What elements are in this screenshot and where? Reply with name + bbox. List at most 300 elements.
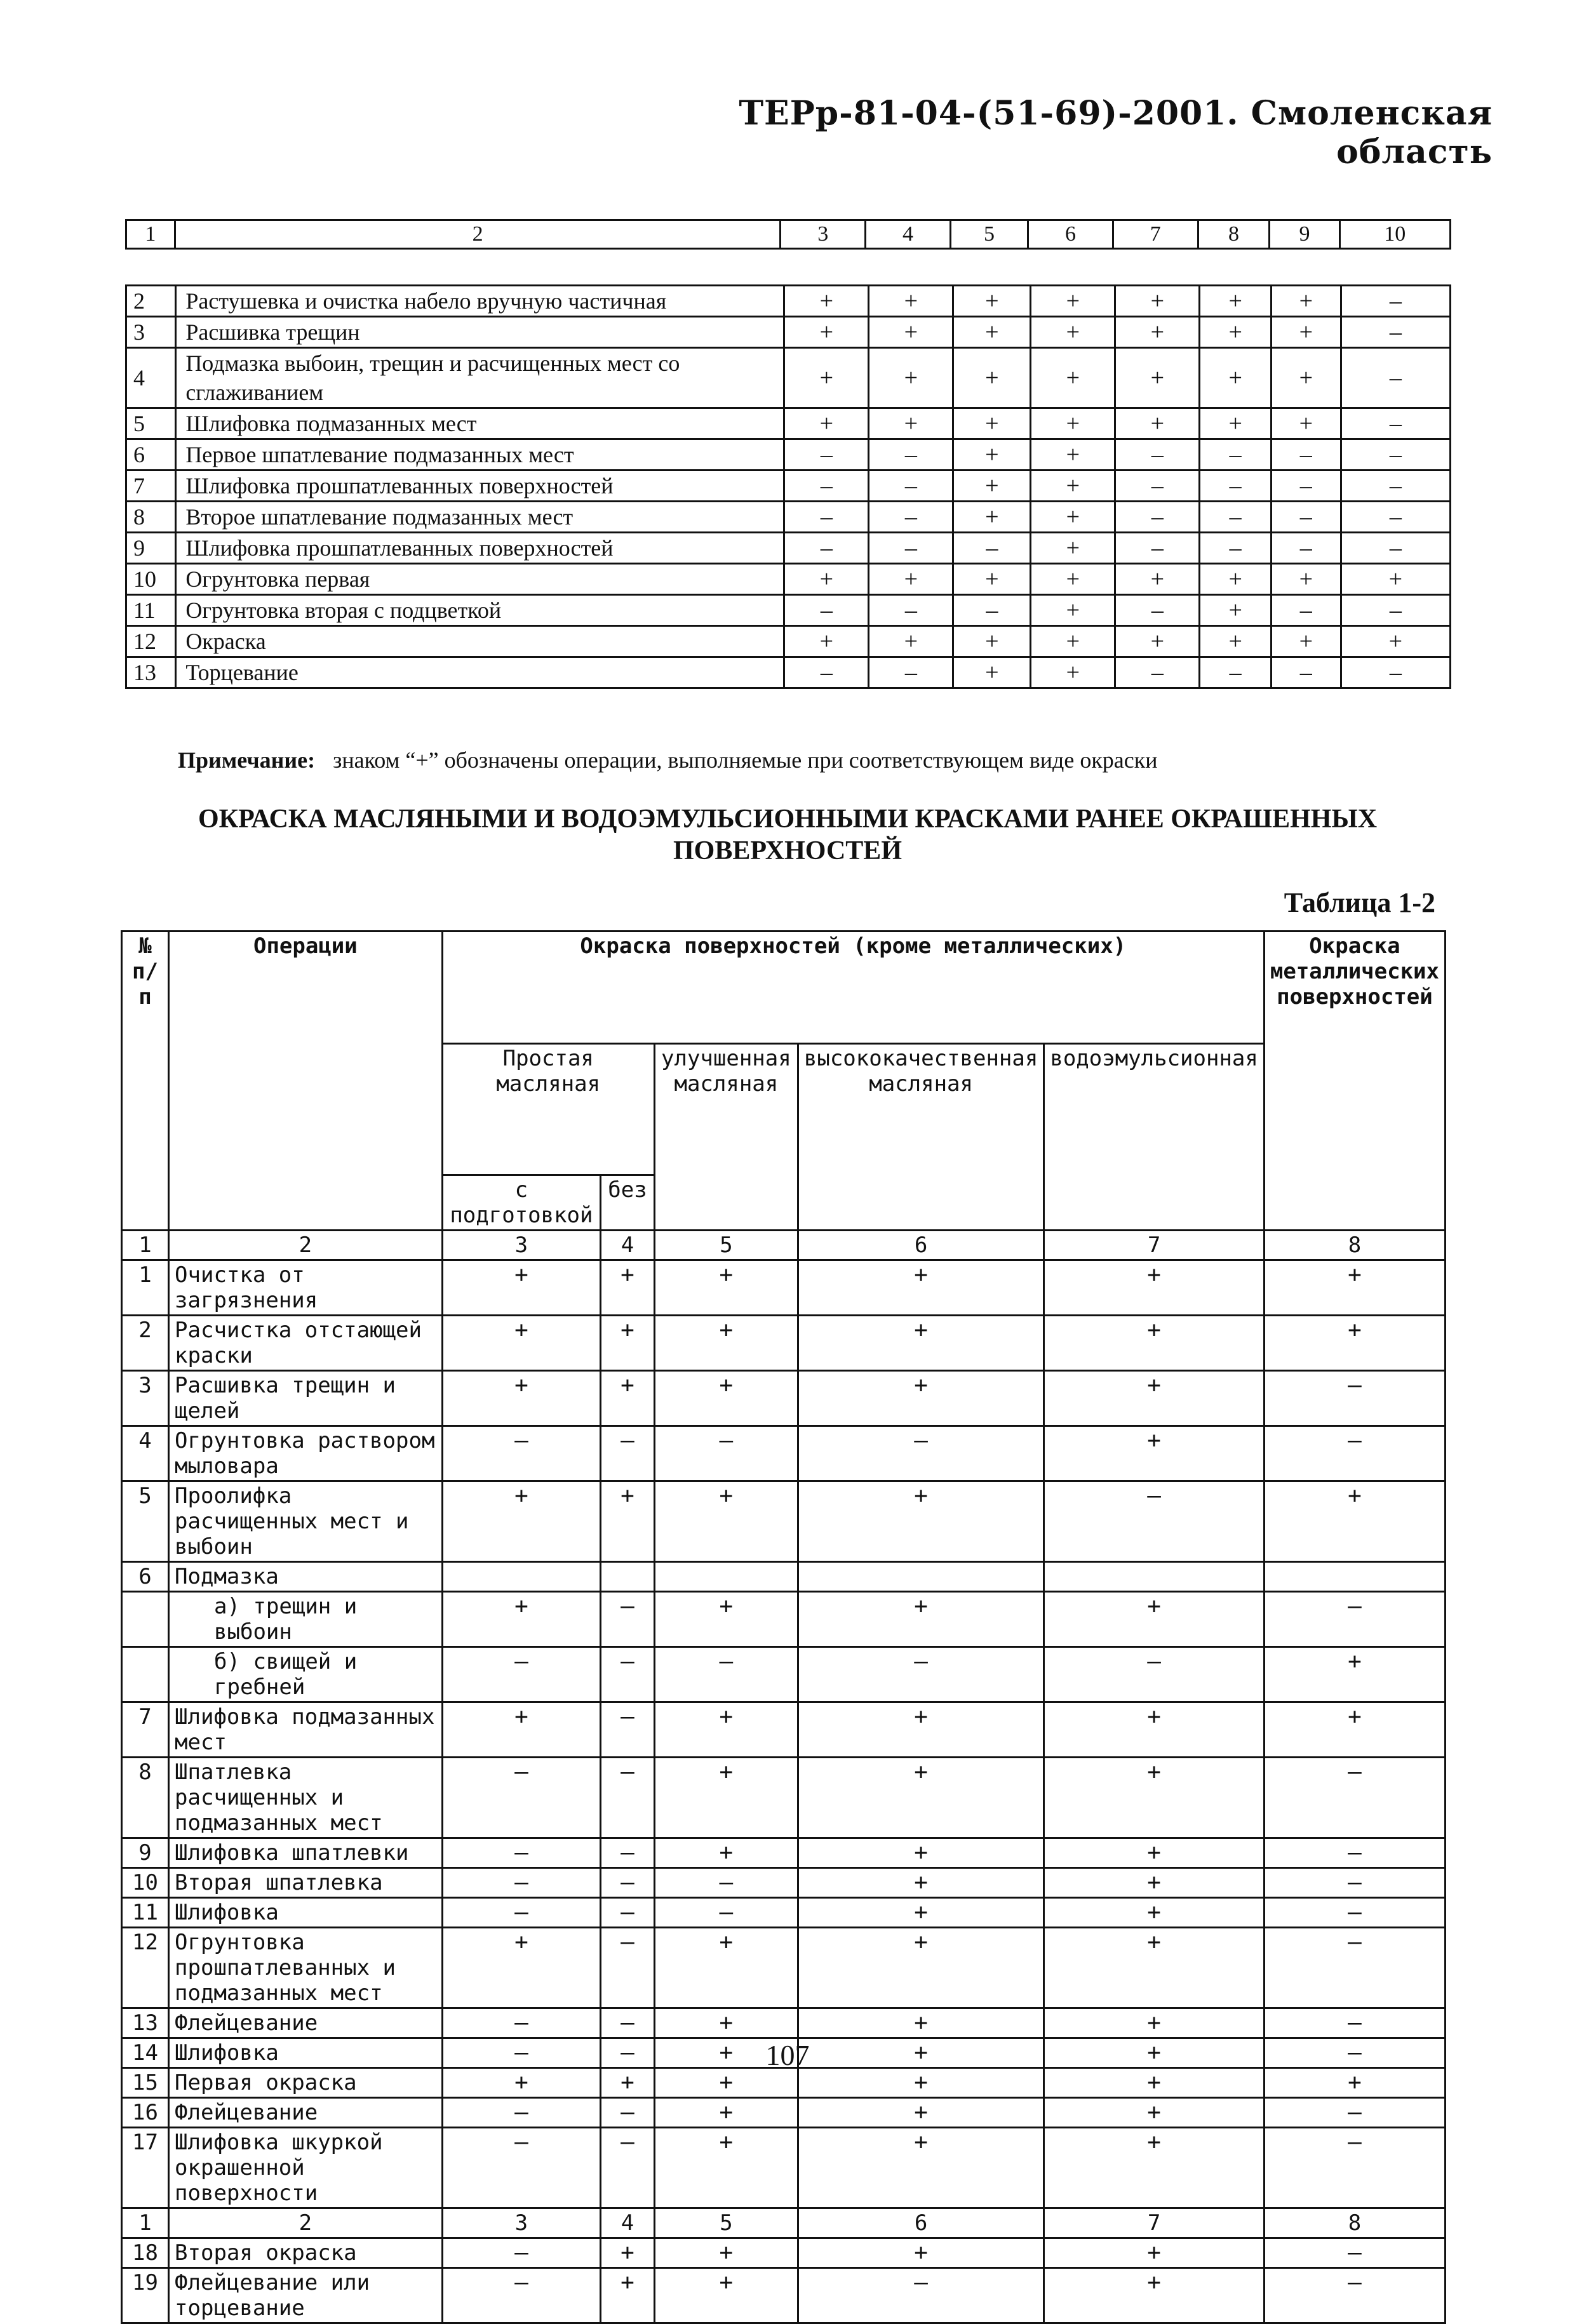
operation-mark: + [1271, 317, 1341, 348]
operation-mark: – [601, 1592, 655, 1647]
table-row [126, 317, 1451, 348]
operation-mark: – [1271, 502, 1341, 533]
operation-mark: – [869, 502, 953, 533]
operation-mark: + [1200, 595, 1272, 626]
operation-mark: + [1031, 533, 1115, 564]
operation-mark: + [654, 1702, 798, 1758]
operation-mark: – [601, 1758, 655, 1838]
column-number: 6 [798, 2208, 1044, 2238]
operation-mark: + [1031, 439, 1115, 471]
operation-mark: + [654, 1481, 798, 1562]
operation-mark: + [601, 1371, 655, 1426]
row-number: 1 [122, 1260, 169, 1316]
operation-mark: + [1200, 564, 1272, 595]
operation-mark: + [869, 564, 953, 595]
operation-mark: – [442, 1758, 600, 1838]
operation-mark: + [1200, 348, 1272, 408]
table-row [122, 2098, 1446, 2128]
table-row [126, 564, 1451, 595]
column-number: 8 [1198, 220, 1270, 249]
col-header-without: без [601, 1175, 655, 1231]
operation-mark: – [1341, 317, 1450, 348]
operation-mark: + [654, 1758, 798, 1838]
operation-mark: + [654, 1316, 798, 1371]
table-row [122, 2268, 1446, 2323]
operation-mark: + [654, 2128, 798, 2208]
operation-name: Растушевка и очистка набело вручную частичная [176, 286, 784, 317]
column-number: 8 [1264, 2208, 1445, 2238]
table-row [122, 1647, 1446, 1702]
column-number: 2 [175, 220, 781, 249]
operation-name: Шлифовка [169, 1898, 443, 1928]
table-row [122, 1371, 1446, 1426]
operation-name: Первая окраска [169, 2068, 443, 2098]
operation-mark: + [869, 348, 953, 408]
operation-mark: + [1031, 657, 1115, 688]
operation-mark: + [798, 1928, 1044, 2008]
section-title [146, 803, 1429, 867]
operation-mark: – [784, 595, 869, 626]
row-number [122, 1647, 169, 1702]
operation-mark: + [1200, 286, 1272, 317]
table-row [122, 1316, 1446, 1371]
column-number: 8 [1264, 1231, 1445, 1260]
row-number: 7 [126, 471, 176, 502]
operation-mark: + [953, 626, 1031, 657]
operation-mark: + [1031, 408, 1115, 439]
column-number: 3 [442, 1231, 600, 1260]
row-number: 10 [122, 1868, 169, 1898]
operation-mark: + [953, 408, 1031, 439]
operation-mark: + [654, 1592, 798, 1647]
row-number: 18 [122, 2238, 169, 2268]
operation-mark: + [654, 2038, 798, 2068]
operation-mark: + [1044, 2038, 1265, 2068]
operation-name: Огрунтовка раствором мыловара [169, 1426, 443, 1481]
operation-mark: – [1264, 1868, 1445, 1898]
row-number: 9 [122, 1838, 169, 1868]
operation-mark: + [1031, 502, 1115, 533]
operation-mark: + [654, 1371, 798, 1426]
operation-mark: + [798, 2238, 1044, 2268]
operation-mark: + [798, 2128, 1044, 2208]
page-number: 107 [765, 2039, 810, 2071]
operation-name: Торцевание [176, 657, 784, 688]
table-row [126, 471, 1451, 502]
operation-mark: + [654, 1838, 798, 1868]
operation-mark: + [798, 1838, 1044, 1868]
operation-mark: + [869, 626, 953, 657]
operation-mark: – [1264, 2238, 1445, 2268]
operation-mark: – [442, 1426, 600, 1481]
operation-mark: – [601, 1426, 655, 1481]
row-number: 9 [126, 533, 176, 564]
operation-mark: + [1044, 2268, 1265, 2323]
operation-mark: + [1044, 1868, 1265, 1898]
operation-mark: – [1341, 286, 1450, 317]
table-row [126, 626, 1451, 657]
operation-name: Флейцевание или торцевание [169, 2268, 443, 2323]
operation-mark: + [953, 657, 1031, 688]
operation-mark: + [1271, 626, 1341, 657]
operation-mark: – [601, 1868, 655, 1898]
operation-mark: + [601, 2238, 655, 2268]
section-title-line1: ОКРАСКА МАСЛЯНЫМИ И ВОДОЭМУЛЬСИОННЫМИ КРАСКАМИ РАНЕЕ ОКРАШЕННЫХ [198, 805, 1378, 834]
operation-mark: + [1200, 408, 1272, 439]
operation-mark: – [442, 2098, 600, 2128]
operation-mark: – [601, 1838, 655, 1868]
operation-mark: – [1341, 595, 1450, 626]
operation-mark: + [798, 1898, 1044, 1928]
row-number: 3 [122, 1371, 169, 1426]
operation-mark: + [654, 2238, 798, 2268]
operation-mark: – [1264, 1371, 1445, 1426]
row-number: 2 [122, 1316, 169, 1371]
operation-mark: + [1044, 2128, 1265, 2208]
table-row [122, 1702, 1446, 1758]
column-number: 4 [601, 2208, 655, 2238]
operation-mark: + [798, 1371, 1044, 1426]
operation-mark: + [442, 1702, 600, 1758]
row-number: 13 [122, 2008, 169, 2038]
operation-name: Расшивка трещин [176, 317, 784, 348]
col-header-with-prep: с подготовкой [442, 1175, 600, 1231]
operation-name: Вторая шпатлевка [169, 1868, 443, 1898]
operation-name: Шлифовка подмазанных мест [176, 408, 784, 439]
operation-name: Шлифовка шкуркой окрашенной поверхности [169, 2128, 443, 2208]
operation-name: Шлифовка прошпатлеванных поверхностей [176, 533, 784, 564]
operation-mark: + [442, 1260, 600, 1316]
operation-name: Подмазка [169, 1562, 443, 1592]
row-number: 12 [122, 1928, 169, 2008]
operation-mark: + [784, 626, 869, 657]
operation-mark: – [1341, 439, 1450, 471]
operation-mark: + [442, 1592, 600, 1647]
row-number: 7 [122, 1702, 169, 1758]
row-number: 3 [126, 317, 176, 348]
operation-mark: + [953, 317, 1031, 348]
operation-mark: – [1044, 1481, 1265, 1562]
operation-mark: – [1264, 1758, 1445, 1838]
operation-mark: + [654, 2268, 798, 2323]
operation-mark: + [601, 2268, 655, 2323]
operation-mark: – [1271, 657, 1341, 688]
col-header-nonmetal: Окраска поверхностей (кроме металлических) [442, 932, 1264, 1044]
operation-mark: + [1044, 2098, 1265, 2128]
operation-mark: – [1264, 1592, 1445, 1647]
operation-mark: + [1264, 1260, 1445, 1316]
row-number: 8 [126, 502, 176, 533]
operation-mark: + [1044, 2008, 1265, 2038]
operation-mark: + [442, 1928, 600, 2008]
table-row [122, 1562, 1446, 1592]
operation-name: Шлифовка шпатлевки [169, 1838, 443, 1868]
row-number: 5 [126, 408, 176, 439]
operation-name: Шлифовка подмазанных мест [169, 1702, 443, 1758]
operation-mark: – [869, 471, 953, 502]
operation-mark: – [1115, 439, 1200, 471]
operation-mark: + [953, 502, 1031, 533]
operation-mark: + [601, 1316, 655, 1371]
note-text: знаком “+” обозначены операции, выполняемые при соответствующем виде окраски [333, 747, 1158, 773]
operation-mark: – [654, 1426, 798, 1481]
operation-mark: + [1271, 286, 1341, 317]
operation-mark: – [601, 1898, 655, 1928]
operation-mark: – [1264, 1928, 1445, 2008]
table1-note [178, 747, 1512, 773]
column-number: 5 [654, 1231, 798, 1260]
document-header: ТЕРр-81-04-(51-69)-2001. Смоленская область [739, 94, 1493, 171]
operation-mark: – [869, 657, 953, 688]
operation-mark: – [798, 2268, 1044, 2323]
row-number [122, 1592, 169, 1647]
operation-mark: – [1044, 1647, 1265, 1702]
operation-name: Окраска [176, 626, 784, 657]
operation-mark: – [601, 1702, 655, 1758]
operation-mark: – [1271, 471, 1341, 502]
operation-mark: – [601, 1647, 655, 1702]
operation-mark: + [784, 564, 869, 595]
operation-mark: – [1200, 471, 1272, 502]
row-number: 12 [126, 626, 176, 657]
operation-mark: – [1264, 2008, 1445, 2038]
column-number: 5 [654, 2208, 798, 2238]
operation-mark: – [601, 2098, 655, 2128]
operation-mark: + [1115, 626, 1200, 657]
operation-mark: – [1115, 471, 1200, 502]
operation-mark: – [442, 1898, 600, 1928]
operation-mark: + [654, 2068, 798, 2098]
table-row [122, 1868, 1446, 1898]
operation-mark: – [442, 2008, 600, 2038]
operation-mark: + [1044, 2068, 1265, 2098]
section-title-line2: ПОВЕРХНОСТЕЙ [673, 836, 902, 865]
operation-mark: – [798, 1647, 1044, 1702]
table1-column-numbers [125, 219, 1451, 250]
column-number: 3 [442, 2208, 600, 2238]
operation-mark: – [869, 595, 953, 626]
operation-mark: + [654, 1260, 798, 1316]
table-row [122, 2238, 1446, 2268]
operation-mark: – [784, 533, 869, 564]
operation-mark: + [784, 408, 869, 439]
row-number: 4 [122, 1426, 169, 1481]
column-number: 4 [866, 220, 951, 249]
operation-mark: + [1031, 595, 1115, 626]
operation-mark: – [442, 1838, 600, 1868]
table-row [122, 2068, 1446, 2098]
column-number-row [122, 1231, 1446, 1260]
operation-mark: + [869, 286, 953, 317]
operation-name: Огрунтовка первая [176, 564, 784, 595]
operation-mark: – [1341, 502, 1450, 533]
operation-mark [1264, 1562, 1445, 1592]
operation-mark: – [798, 1426, 1044, 1481]
operation-mark: + [1031, 348, 1115, 408]
table-row [122, 2008, 1446, 2038]
operation-mark: – [442, 2128, 600, 2208]
row-number: 10 [126, 564, 176, 595]
table-row [122, 1592, 1446, 1647]
column-number: 1 [122, 2208, 169, 2238]
operation-mark: – [442, 1868, 600, 1898]
operation-mark: + [953, 286, 1031, 317]
operation-mark: – [1200, 533, 1272, 564]
operation-name: а) трещин и выбоин [169, 1592, 443, 1647]
operation-mark [601, 1562, 655, 1592]
table1-operations [125, 284, 1451, 689]
operation-mark: – [601, 2008, 655, 2038]
operation-name: Огрунтовка прошпатлеванных и подмазанных мест [169, 1928, 443, 2008]
row-number: 19 [122, 2268, 169, 2323]
operation-mark: + [798, 2098, 1044, 2128]
operation-mark: – [654, 1868, 798, 1898]
operation-mark: – [442, 2038, 600, 2068]
column-number: 10 [1339, 220, 1451, 249]
operation-mark: – [1341, 348, 1450, 408]
operation-mark: + [798, 2068, 1044, 2098]
operation-mark: + [601, 1260, 655, 1316]
operation-mark: – [1264, 2098, 1445, 2128]
col-header-high-quality: высококачественная масляная [798, 1044, 1044, 1231]
column-number: 1 [122, 1231, 169, 1260]
operation-mark: + [1031, 471, 1115, 502]
operation-mark: + [654, 2008, 798, 2038]
operation-name: б) свищей и гребней [169, 1647, 443, 1702]
operation-mark: + [784, 348, 869, 408]
operation-mark: – [1264, 2038, 1445, 2068]
table-row [126, 439, 1451, 471]
operation-mark: – [953, 533, 1031, 564]
row-number: 6 [126, 439, 176, 471]
operation-mark: – [1200, 502, 1272, 533]
operation-mark: + [869, 317, 953, 348]
operation-mark: + [1264, 1702, 1445, 1758]
operation-mark: + [798, 1868, 1044, 1898]
operation-mark [442, 1562, 600, 1592]
operation-mark: – [1341, 533, 1450, 564]
table2-repainting-operations [121, 930, 1446, 2324]
operation-mark: + [1044, 1838, 1265, 1868]
operation-mark: – [1271, 533, 1341, 564]
operation-mark: – [1341, 471, 1450, 502]
column-number: 2 [169, 1231, 443, 1260]
operation-mark: – [1115, 595, 1200, 626]
operation-mark: + [1271, 564, 1341, 595]
operation-mark: – [784, 657, 869, 688]
operation-mark: + [953, 439, 1031, 471]
operation-mark: + [798, 1260, 1044, 1316]
operation-mark: – [442, 2268, 600, 2323]
operation-mark: + [1044, 1371, 1265, 1426]
col-header-water-emulsion: водоэмульсионная [1044, 1044, 1265, 1231]
operation-mark: + [1115, 564, 1200, 595]
operation-mark: + [442, 2068, 600, 2098]
operation-mark: + [1044, 1260, 1265, 1316]
col-header-improved: улучшенная масляная [654, 1044, 798, 1231]
operation-mark: + [953, 348, 1031, 408]
table-row [122, 1758, 1446, 1838]
operation-mark: + [798, 2038, 1044, 2068]
operation-mark: + [601, 1481, 655, 1562]
operation-mark: – [601, 1928, 655, 2008]
operation-mark: + [1044, 1758, 1265, 1838]
column-number: 7 [1044, 2208, 1265, 2238]
note-label: Примечание: [178, 747, 316, 773]
operation-mark: + [784, 317, 869, 348]
operation-mark: + [442, 1481, 600, 1562]
operation-name: Флейцевание [169, 2098, 443, 2128]
operation-mark: + [798, 1702, 1044, 1758]
operation-mark: + [1200, 626, 1272, 657]
table-row [122, 1481, 1446, 1562]
operation-mark: + [798, 1592, 1044, 1647]
table-row [126, 348, 1451, 408]
operation-mark: + [953, 471, 1031, 502]
table-row [126, 533, 1451, 564]
row-number: 13 [126, 657, 176, 688]
operation-mark: + [1115, 348, 1200, 408]
operation-name: Вторая окраска [169, 2238, 443, 2268]
operation-mark: – [1115, 533, 1200, 564]
column-number: 7 [1113, 220, 1198, 249]
operation-mark: + [1044, 2238, 1265, 2268]
operation-mark: + [1044, 1592, 1265, 1647]
operation-mark: + [1044, 1426, 1265, 1481]
operation-name: Шпатлевка расчищенных и подмазанных мест [169, 1758, 443, 1838]
table-row [126, 502, 1451, 533]
operation-mark: – [784, 439, 869, 471]
table-row [122, 2128, 1446, 2208]
table-row [126, 595, 1451, 626]
operation-mark: – [784, 502, 869, 533]
row-number: 11 [122, 1898, 169, 1928]
col-header-operations: Операции [169, 932, 443, 1231]
operation-mark: + [1031, 286, 1115, 317]
operation-mark: + [1271, 408, 1341, 439]
operation-mark: + [1031, 317, 1115, 348]
operation-mark: – [1115, 657, 1200, 688]
operation-mark: – [1341, 657, 1450, 688]
operation-name: Шлифовка прошпатлеванных поверхностей [176, 471, 784, 502]
operation-mark: + [1264, 1481, 1445, 1562]
operation-mark: + [798, 1481, 1044, 1562]
operation-mark: + [442, 1371, 600, 1426]
operation-mark: – [601, 2038, 655, 2068]
operation-mark: + [798, 1316, 1044, 1371]
col-header-metal: Окраска металлических поверхностей [1264, 932, 1445, 1231]
operation-mark: + [1264, 1647, 1445, 1702]
column-number: 3 [781, 220, 866, 249]
column-number: 2 [169, 2208, 443, 2238]
operation-name: Очистка от загрязнения [169, 1260, 443, 1316]
table-row [126, 408, 1451, 439]
operation-name: Первое шпатлевание подмазанных мест [176, 439, 784, 471]
table-row [126, 657, 1451, 688]
operation-mark: – [1200, 657, 1272, 688]
operation-mark: + [1264, 2068, 1445, 2098]
column-number: 6 [1028, 220, 1113, 249]
operation-mark: + [1264, 1316, 1445, 1371]
column-number: 9 [1270, 220, 1339, 249]
operation-mark [798, 1562, 1044, 1592]
operation-name: Шлифовка [169, 2038, 443, 2068]
operation-mark: + [1200, 317, 1272, 348]
operation-mark [1044, 1562, 1265, 1592]
operation-mark: – [654, 1647, 798, 1702]
operation-mark: – [1271, 439, 1341, 471]
operation-name: Подмазка выбоин, трещин и расчищенных мест со сглаживанием [176, 348, 784, 408]
